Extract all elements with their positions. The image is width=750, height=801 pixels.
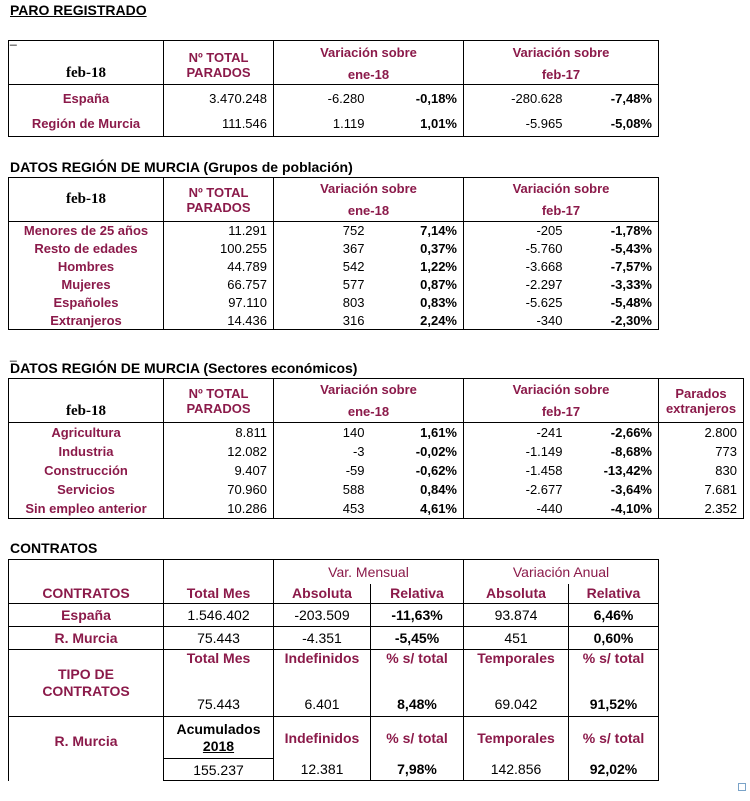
- grupos-vs2: feb-17: [464, 200, 659, 222]
- table-row: Menores de 25 años 11.291 752 7,14% -205 -1,78%: [9, 222, 659, 240]
- table-row: R. Murcia 75.443 -4.351 -5,45% 451 0,60%: [9, 627, 659, 650]
- acum-header-2: 2018: [202, 737, 235, 754]
- grupos-var-header-ene: Variación sobre: [274, 178, 464, 200]
- tipo-temp-header: Temporales: [464, 650, 569, 675]
- grupos-table: [8, 177, 659, 330]
- tipo-pct2-header: % s/ total: [569, 650, 659, 675]
- table-row: Industria 12.082 -3 -0,02% -1.149 -8,68% 773: [9, 442, 744, 461]
- paro-total-header-1: Nº TOTAL: [164, 41, 274, 65]
- grupos-var-header-feb: Variación sobre: [464, 178, 659, 200]
- tipo-pct1-header: % s/ total: [371, 650, 464, 675]
- section-mark: _: [10, 348, 17, 362]
- sectores-ext-header-2: extranjeros: [659, 401, 744, 423]
- acum-pct1-header: % s/ total: [371, 717, 464, 759]
- table-row: Región de Murcia 111.546 1.119 1,01% -5.965 -5,08%: [9, 111, 659, 137]
- tipo-label-1: TIPO DE: [57, 666, 114, 682]
- sectores-vs2: feb-17: [464, 401, 659, 423]
- acum-temp-header: Temporales: [464, 717, 569, 759]
- contratos-label: CONTRATOS: [42, 585, 130, 601]
- grupos-vs1: ene-18: [274, 200, 464, 222]
- mensual-relativa-header: Relativa: [371, 584, 464, 604]
- paro-title: PARO REGISTRADO: [10, 2, 147, 18]
- table-row: Españoles 97.110 803 0,83% -5.625 -5,48%: [9, 294, 659, 312]
- grupos-title: DATOS REGIÓN DE MURCIA (Grupos de población): [10, 159, 353, 175]
- table-row: Construcción 9.407 -59 -0,62% -1.458 -13,42% 830: [9, 461, 744, 480]
- sectores-var-header-ene: Variación sobre: [274, 379, 464, 401]
- acum-pct2-header: % s/ total: [569, 717, 659, 759]
- acum-label: R. Murcia: [54, 732, 118, 749]
- paro-total-header-2: PARADOS: [164, 65, 274, 85]
- anual-relativa-header: Relativa: [569, 584, 659, 604]
- table-row: Mujeres 66.757 577 0,87% -2.297 -3,33%: [9, 276, 659, 294]
- contratos-table: [8, 559, 659, 781]
- paro-date: feb-18: [66, 65, 106, 81]
- sectores-total-header-2: PARADOS: [164, 401, 274, 423]
- table-row: Extranjeros 14.436 316 2,24% -340 -2,30%: [9, 312, 659, 330]
- table-row: España 1.546.402 -203.509 -11,63% 93.874 6,46%: [9, 604, 659, 627]
- section-mark: _: [10, 32, 17, 46]
- sectores-table: [8, 378, 744, 519]
- var-mensual-header: Var. Mensual: [274, 560, 464, 584]
- tipo-total-header: Total Mes: [164, 650, 274, 675]
- table-row: Sin empleo anterior 10.286 453 4,61% -440 -4,10% 2.352: [9, 499, 744, 519]
- table-row: Servicios 70.960 588 0,84% -2.677 -3,64% 7.681: [9, 480, 744, 499]
- tipo-label-2: CONTRATOS: [42, 683, 130, 699]
- sectores-title: DATOS REGIÓN DE MURCIA (Sectores económicos): [10, 360, 358, 376]
- sectores-var-header-feb: Variación sobre: [464, 379, 659, 401]
- contratos-total-header: Total Mes: [186, 585, 251, 601]
- tipo-indef-header: Indefinidos: [274, 650, 371, 675]
- acum-indef-header: Indefinidos: [274, 717, 371, 759]
- paro-vs1: ene-18: [274, 65, 464, 85]
- table-row: Agricultura 8.811 140 1,61% -241 -2,66% 2.800: [9, 423, 744, 442]
- table-row: Resto de edades 100.255 367 0,37% -5.760 -5,43%: [9, 240, 659, 258]
- sectores-ext-header-1: Parados: [659, 379, 744, 401]
- paro-vs2: feb-17: [464, 65, 659, 85]
- table-row: 75.443 6.401 8,48% 69.042 91,52%: [9, 675, 659, 717]
- paro-table: [8, 40, 659, 137]
- anual-absoluta-header: Absoluta: [464, 584, 569, 604]
- acum-header-1: Acumulados: [176, 720, 261, 737]
- mensual-absoluta-header: Absoluta: [274, 584, 371, 604]
- grupos-date: feb-18: [66, 191, 106, 207]
- square-marker-icon: [738, 783, 746, 791]
- table-row: Hombres 44.789 542 1,22% -3.668 -7,57%: [9, 258, 659, 276]
- sectores-vs1: ene-18: [274, 401, 464, 423]
- grupos-total-header-2: PARADOS: [164, 200, 274, 222]
- sectores-date: feb-18: [66, 403, 106, 419]
- contratos-title: CONTRATOS: [10, 540, 98, 556]
- paro-var-header-ene: Variación sobre: [274, 41, 464, 65]
- sectores-total-header-1: Nº TOTAL: [164, 379, 274, 401]
- paro-var-header-feb: Variación sobre: [464, 41, 659, 65]
- table-row: España 3.470.248 -6.280 -0,18% -280.628 -7,48%: [9, 87, 659, 111]
- grupos-total-header-1: Nº TOTAL: [164, 178, 274, 200]
- table-row: 155.237 12.381 7,98% 142.856 92,02%: [9, 759, 659, 781]
- var-anual-header: Variación Anual: [464, 560, 659, 584]
